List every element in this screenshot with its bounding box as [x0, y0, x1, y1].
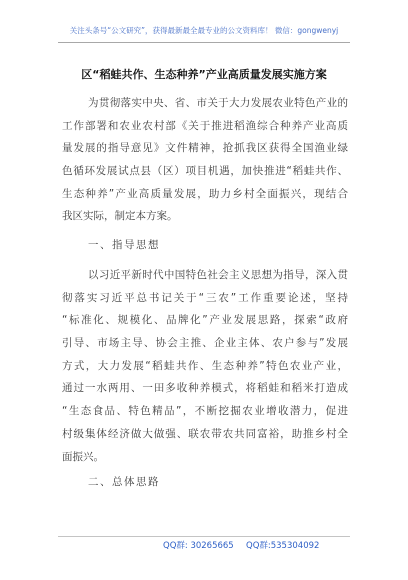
paragraph-line: 生态种养”产业高质量发展，助力乡村全面振兴，现结合	[62, 187, 348, 200]
paragraph-line: 彻落实习近平总书记关于“三农”工作重要论述，坚持	[62, 291, 348, 304]
paragraph-line: “生态食品、特色精品”，不断挖掘农业增收潜力，促进	[62, 405, 348, 418]
paragraph-line: 方式，大力发展“稻蛙共作、生态种养”特色农业产业，	[62, 359, 348, 372]
paragraph-line: 工作部署和农业农村部《关于推进稻渔综合种养产业高质	[62, 119, 348, 132]
paragraph-line: 色循环发展试点县（区）项目机遇，加快推进“稻蛙共作、	[62, 165, 348, 178]
promo-header: 关注头条号“公文研究”，获得最新最全最专业的公文资料库！ 微信：gongwenyj	[69, 26, 339, 35]
intro-paragraph	[62, 92, 348, 228]
paragraph-line: 我区实际，制定本方案。	[62, 210, 178, 223]
paragraph-line: 村级集体经济做大做强、联农带农共同富裕，助推乡村全	[62, 427, 348, 440]
footer-divider	[58, 536, 350, 537]
paragraph-line: 量发展的指导意见》文件精神，抢抓我区获得全国渔业绿	[62, 142, 348, 155]
footer-qq-group-2: QQ群:535304092	[246, 541, 320, 551]
document-title: 区“稻蛙共作、生态种养”产业高质量发展实施方案	[81, 68, 327, 81]
footer-qq-group-1: QQ群: 30265665	[163, 541, 234, 551]
paragraph-line: 面振兴。	[62, 450, 104, 463]
paragraph-line: 通过一水两用、一田多收种养模式，将稻蛙和稻米打造成	[62, 382, 348, 395]
section-heading-guiding-ideology: 一、指导思想	[88, 239, 160, 251]
section-heading-overall-approach: 二、总体思路	[88, 476, 160, 488]
paragraph-line: “标准化、规模化、品牌化”产业发展思路，探索“政府	[62, 314, 348, 327]
guiding-ideology-paragraph	[62, 264, 348, 468]
paragraph-line: 以习近平新时代中国特色社会主义思想为指导，深入贯	[88, 269, 348, 281]
paragraph-line: 引导、市场主导、协会主推、企业主体、农户参与”发展	[62, 337, 348, 350]
header-divider	[58, 42, 350, 43]
paragraph-line: 为贯彻落实中央、省、市关于大力发展农业特色产业的	[88, 97, 348, 109]
